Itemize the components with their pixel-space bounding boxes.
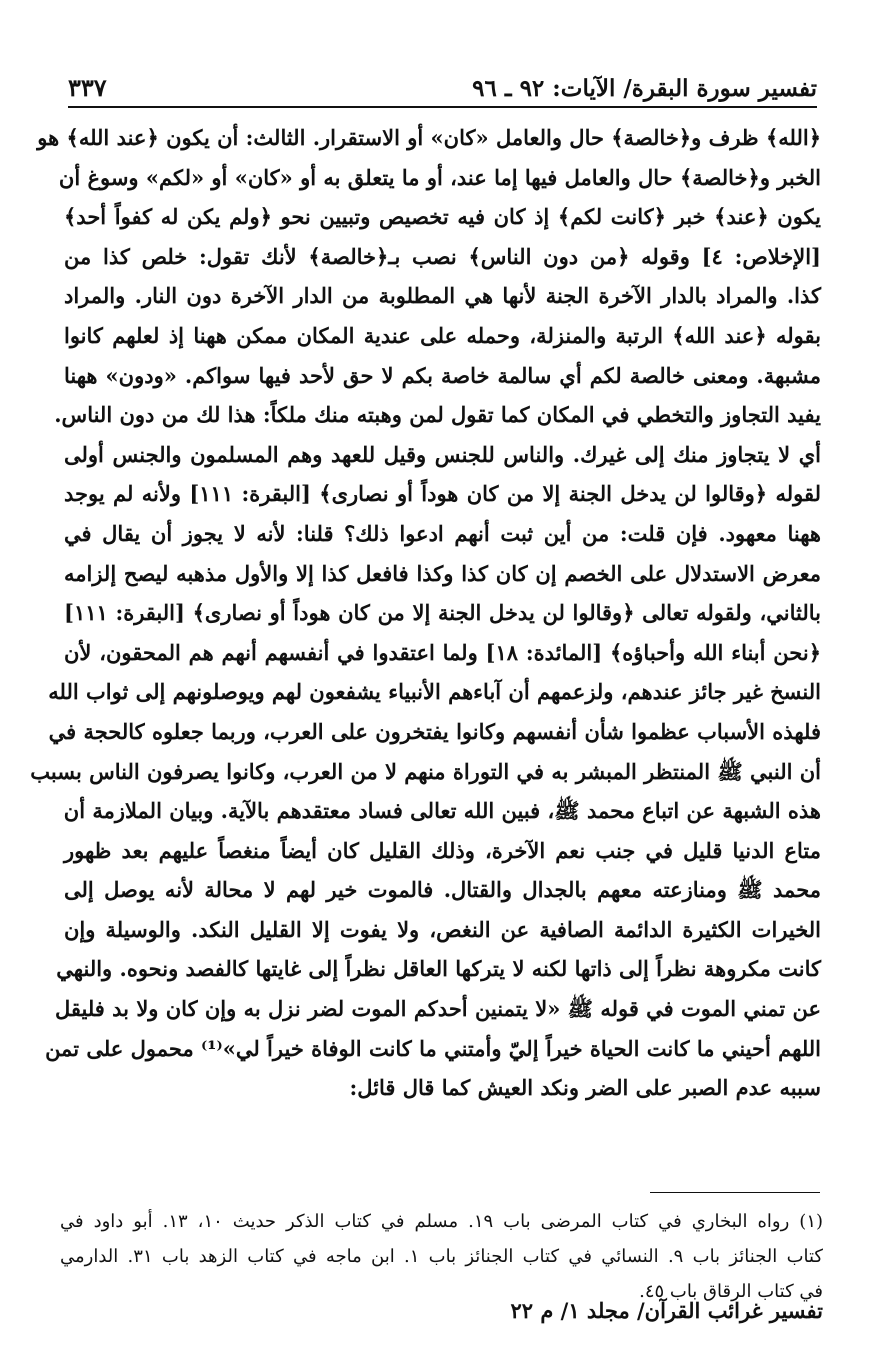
text-line: بالثاني، ولقوله تعالى ﴿وقالوا لن يدخل الجنة إلا من كان هوداً أو نصارى﴾ [البقرة: ١١١] xyxy=(64,600,821,626)
text-line: الخيرات الكثيرة الدائمة الصافية عن النغص، ولا يفوت إلا القليل النكد. والوسيلة وإن xyxy=(64,916,821,942)
text-line: النسخ غير جائز عندهم، ولزعمهم أن آباءهم الأنبياء يشفعون لهم ويوصلونهم إلى ثواب الله xyxy=(48,679,821,705)
page-header xyxy=(68,62,817,102)
text-line: فلهذه الأسباب عظموا شأن أنفسهم وكانوا يفتخرون على العرب، وربما جعلوه كالحجة في xyxy=(48,718,821,744)
text-line: أي لا يتجاوز منك إلى غيرك. والناس للجنس وقيل للعهد وهم المسلمون والجنس أولى xyxy=(64,441,821,467)
footnote-line: كتاب الجنائز باب ٩. النسائي في كتاب الجنائز باب ١. ابن ماجه في كتاب الزهد باب ٣١. الدارمي xyxy=(60,1246,823,1267)
text-line: اللهم أحيني ما كانت الحياة خيراً إليّ وأمتني ما كانت الوفاة خيراً لي»⁽¹⁾ محمول على تمن xyxy=(45,1035,821,1061)
text-line: كانت مكروهة نظراً إلى ذاتها لكنه لا يتركها العاقل نظراً إلى غايتها كالفصد ونحوه. والنهي xyxy=(56,956,821,982)
header-divider xyxy=(68,106,817,108)
footnotes xyxy=(60,1204,823,1309)
text-line: ههنا معهود. فإن قلت: من أين ثبت أنهم ادعوا ذلك؟ قلنا: لأنه لا يجوز أن يقال في xyxy=(64,520,821,546)
text-line: يكون ﴿عند﴾ خبر ﴿كانت لكم﴾ إذ كان فيه تخصيص وتبيين نحو ﴿ولم يكن له كفواً أحد﴾ xyxy=(64,204,821,230)
text-line: ﴿نحن أبناء الله وأحباؤه﴾ [المائدة: ١٨] ولما اعتقدوا في أنفسهم أنهم هم المحقون، لأن xyxy=(64,639,821,665)
text-line: لقوله ﴿وقالوا لن يدخل الجنة إلا من كان هوداً أو نصارى﴾ [البقرة: ١١١] ولأنه لم يوجد xyxy=(64,481,821,507)
page-number: ٣٣٧ xyxy=(68,73,107,102)
text-line: ﴿الله﴾ ظرف و﴿خالصة﴾ حال والعامل «كان» أو الاستقرار. الثالث: أن يكون ﴿عند الله﴾ هو xyxy=(37,125,821,150)
footnote-divider xyxy=(650,1192,820,1193)
text-line: [الإخلاص: ٤] وقوله ﴿من دون الناس﴾ نصب بـ﴿خالصة﴾ لأنك تقول: خلص كذا من xyxy=(64,243,821,269)
text-line: الخبر و﴿خالصة﴾ حال والعامل فيها إما عند، أو ما يتعلق به أو «كان» أو «لكم» وسوغ أن xyxy=(58,164,821,190)
text-line: سببه عدم الصبر على الضر ونكد العيش كما قال قائل: xyxy=(349,1075,821,1101)
text-line: مشبهة. ومعنى خالصة لكم أي سالمة خاصة بكم لا حق لأحد فيها سواكم. «ودون» ههنا xyxy=(64,362,821,388)
text-line: يفيد التجاوز والتخطي في المكان كما تقول لمن وهبته منك ملكاً: هذا لك من دون الناس. xyxy=(54,402,821,428)
text-line: متاع الدنيا قليل في جنب نعم الآخرة، وذلك القليل كان أيضاً منغصاً عليهم بعد ظهور xyxy=(64,837,821,863)
text-line: محمد ﷺ ومنازعته معهم بالجدال والقتال. فالموت خير لهم لا محالة لأنه يوصل إلى xyxy=(64,877,821,903)
footnote-line: في كتاب الرقاق باب ٤٥. xyxy=(639,1281,823,1302)
text-line: بقوله ﴿عند الله﴾ الرتبة والمنزلة، وحمله على عندية المكان ممكن ههنا إذ لعلهم كانوا xyxy=(64,322,821,348)
main-text xyxy=(30,118,821,1108)
text-line: كذا. والمراد بالدار الآخرة الجنة لأنها هي المطلوبة من الدار الآخرة دون النار. والمراد xyxy=(64,283,821,309)
running-title: تفسير سورة البقرة/ الآيات: ٩٢ ـ ٩٦ xyxy=(472,75,817,102)
text-line: معرض الاستدلال على الخصم إن كان كذا وكذا فافعل كذا إلا والأول مذهبه ليصح إلزامه xyxy=(64,560,821,586)
text-line: أن النبي ﷺ المنتظر المبشر به في التوراة منهم لا من العرب، وكانوا يصرفون الناس بسبب xyxy=(30,758,821,784)
text-line: عن تمني الموت في قوله ﷺ «لا يتمنين أحدكم الموت لضر نزل به وإن كان ولا بد فليقل xyxy=(54,996,821,1022)
footnote-line: (١) رواه البخاري في كتاب المرضى باب ١٩. مسلم في كتاب الذكر حديث ١٠، ١٣. أبو داود في xyxy=(60,1211,824,1232)
page-footer: تفسير غرائب القرآن/ مجلد ١/ م ٢٢ xyxy=(510,1298,823,1323)
text-line: هذه الشبهة عن اتباع محمد ﷺ، فبين الله تعالى فساد معتقدهم بالآية. وبيان الملازمة أن xyxy=(63,798,821,824)
